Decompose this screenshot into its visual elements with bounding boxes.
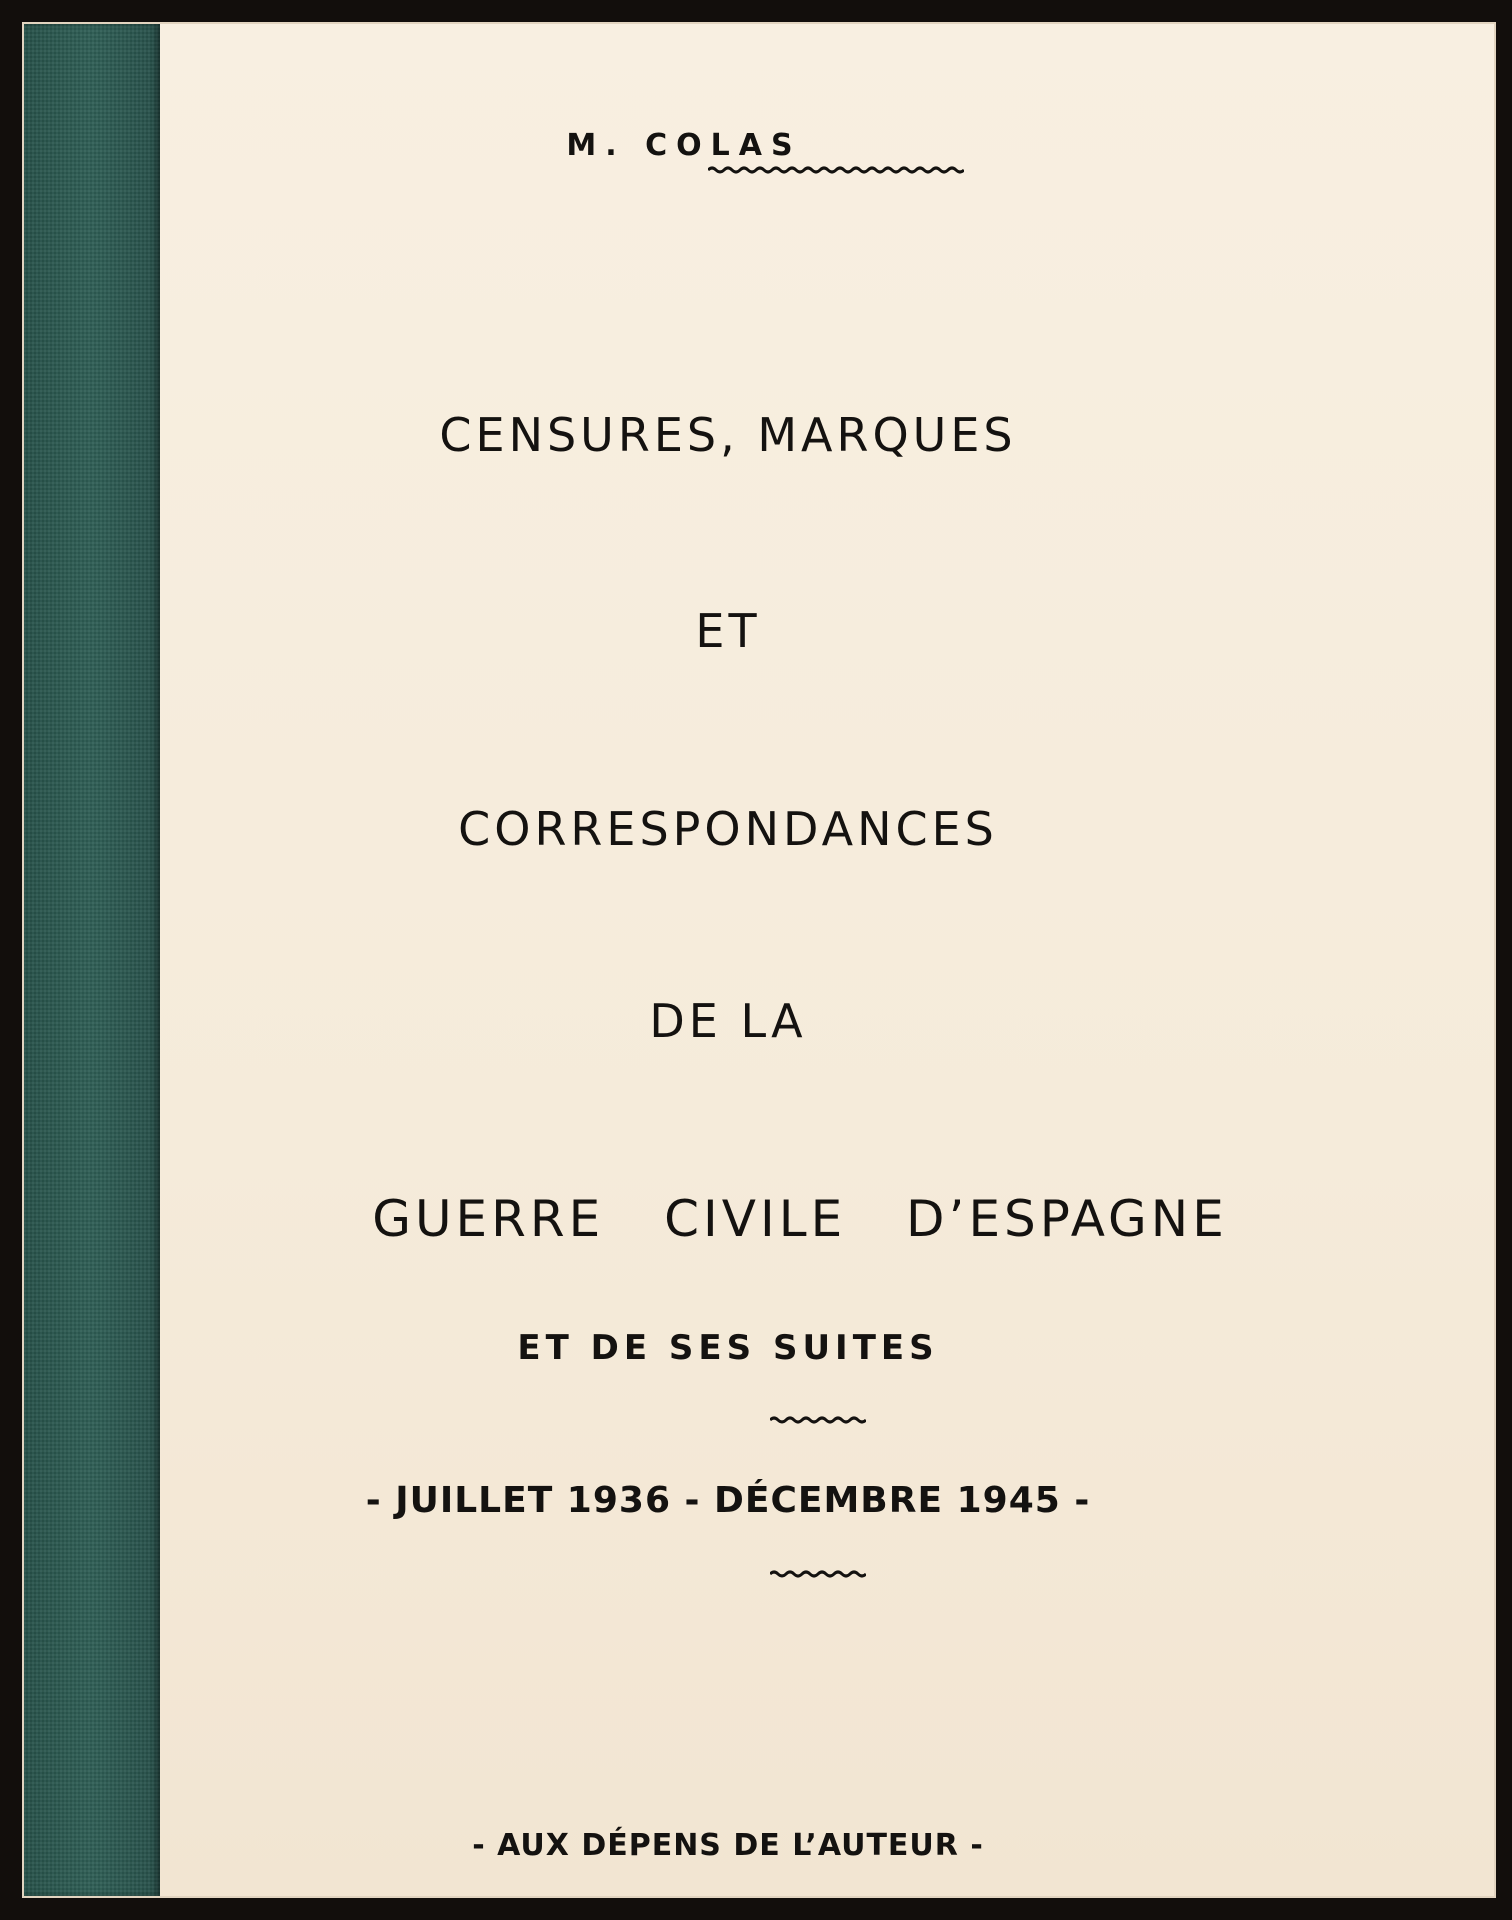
title-line-3: CORRESPONDANCES	[458, 802, 998, 856]
date-range: - JUILLET 1936 - DÉCEMBRE 1945 -	[365, 1480, 1091, 1521]
cloth-spine	[24, 24, 160, 1896]
author-name: M. COLAS	[566, 128, 802, 163]
ornament-divider-1	[770, 1416, 866, 1424]
title-line-2: ET	[695, 604, 761, 658]
publisher-note: - AUX DÉPENS DE L’AUTEUR -	[472, 1828, 984, 1863]
title-line-1: CENSURES, MARQUES	[439, 408, 1017, 462]
book-cover	[22, 22, 1496, 1898]
title-line-5: GUERRE CIVILE D’ESPAGNE	[372, 1190, 1228, 1248]
author-wavy-underline	[708, 166, 964, 174]
title-line-4: DE LA	[649, 994, 807, 1048]
subtitle: ET DE SES SUITES	[517, 1328, 939, 1368]
ornament-divider-2	[770, 1570, 866, 1578]
cover-page	[160, 24, 1494, 1896]
